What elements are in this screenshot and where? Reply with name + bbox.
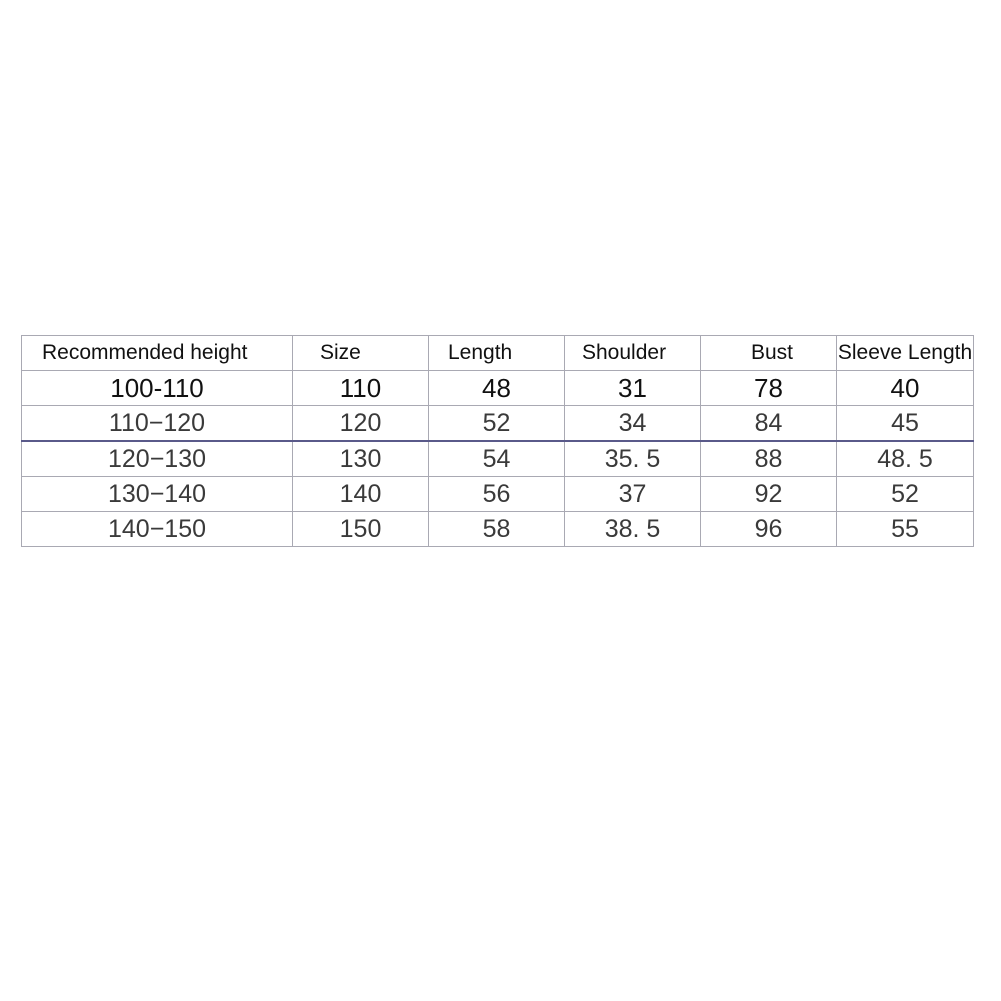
cell-size: 110 (293, 371, 429, 406)
cell-height: 100-110 (22, 371, 293, 406)
cell-shoulder: 35. 5 (565, 441, 701, 477)
header-shoulder: Shoulder (565, 336, 701, 371)
cell-length: 54 (429, 441, 565, 477)
cell-length: 52 (429, 406, 565, 442)
cell-shoulder: 34 (565, 406, 701, 442)
cell-size: 150 (293, 512, 429, 547)
cell-shoulder: 37 (565, 477, 701, 512)
cell-height: 140−150 (22, 512, 293, 547)
table-row (22, 477, 974, 512)
header-bust: Bust (701, 336, 837, 371)
cell-size: 120 (293, 406, 429, 442)
cell-size: 140 (293, 477, 429, 512)
cell-bust: 88 (701, 441, 837, 477)
header-recommended-height: Recommended height (22, 336, 293, 371)
header-size: Size (293, 336, 429, 371)
table-row (22, 406, 974, 442)
cell-shoulder: 31 (565, 371, 701, 406)
cell-size: 130 (293, 441, 429, 477)
cell-height: 110−120 (22, 406, 293, 442)
table-header-row (22, 336, 974, 371)
table-row (22, 371, 974, 406)
cell-length: 48 (429, 371, 565, 406)
cell-sleeve-length: 45 (837, 406, 974, 442)
size-chart-table (21, 335, 974, 547)
table-row (22, 441, 974, 477)
cell-length: 56 (429, 477, 565, 512)
cell-shoulder: 38. 5 (565, 512, 701, 547)
cell-sleeve-length: 55 (837, 512, 974, 547)
cell-bust: 78 (701, 371, 837, 406)
cell-bust: 96 (701, 512, 837, 547)
cell-bust: 92 (701, 477, 837, 512)
cell-length: 58 (429, 512, 565, 547)
header-length: Length (429, 336, 565, 371)
cell-height: 130−140 (22, 477, 293, 512)
table-row (22, 512, 974, 547)
cell-bust: 84 (701, 406, 837, 442)
cell-sleeve-length: 52 (837, 477, 974, 512)
cell-sleeve-length: 48. 5 (837, 441, 974, 477)
header-sleeve-length: Sleeve Length (837, 336, 974, 371)
cell-sleeve-length: 40 (837, 371, 974, 406)
cell-height: 120−130 (22, 441, 293, 477)
